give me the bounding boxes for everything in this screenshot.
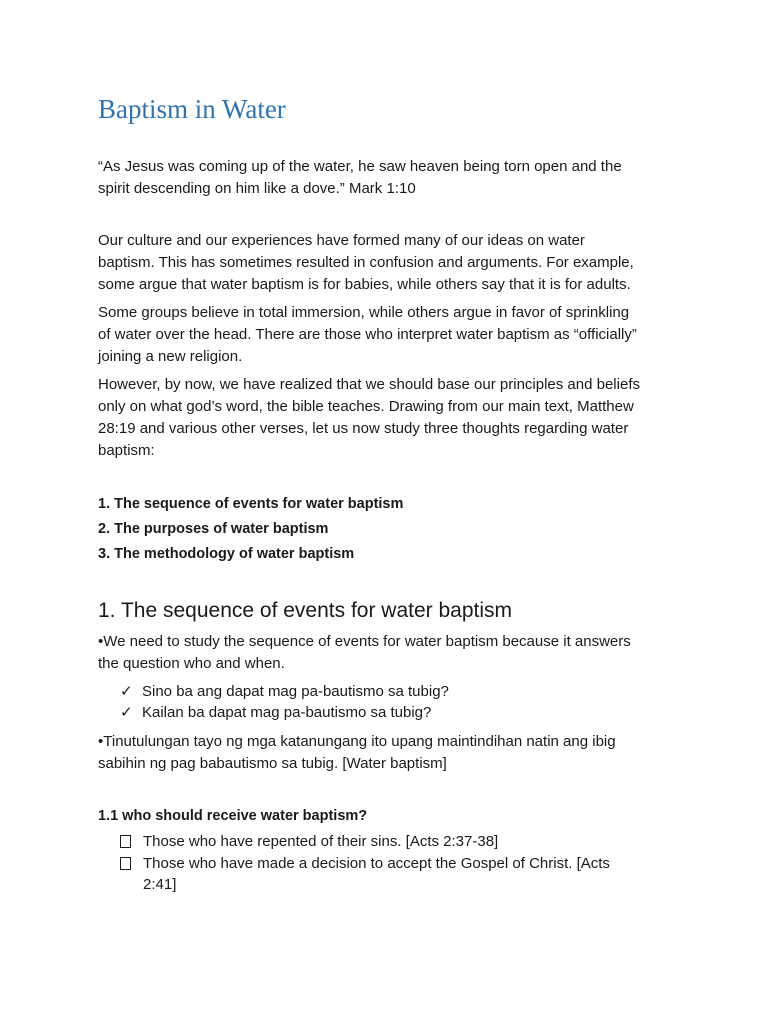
- paragraph-3: However, by now, we have realized that we should base our principles and beliefs only on what god’s word, the bible teaches. Drawing from our main text, Matthew 28:19 and various other verses, let us now study three thoughts regarding water baptism:: [98, 376, 640, 459]
- tagalog-paragraph: •Tinutulungan tayo ng mga katanungang ito upang maintindihan natin ang ibig sabihin ng pag babautismo sa tubig. [Water baptism]: [98, 733, 616, 772]
- paragraph-2: Some groups believe in total immersion, while others argue in favor of sprinkling of water over the head. There are those who interpret water baptism as “officially” joining a new religion.: [98, 304, 637, 365]
- checklist-item-text: Sino ba ang dapat mag pa-bautismo sa tubig?: [142, 683, 449, 700]
- list-item: [98, 831, 643, 852]
- question-checklist: [98, 681, 643, 723]
- checkmark-icon: ✓: [120, 683, 133, 700]
- checkmark-icon: ✓: [120, 704, 133, 721]
- list-item-text: Those who have repented of their sins. [Acts 2:37-38]: [143, 833, 499, 850]
- outline-item-3: 3. The methodology of water baptism: [98, 546, 355, 562]
- section-heading: 1. The sequence of events for water baptism: [98, 599, 513, 622]
- box-bullet-icon: [120, 835, 131, 848]
- outline-item-1: 1. The sequence of events for water baptism: [98, 496, 404, 512]
- document-page: [98, 92, 643, 903]
- list-item: [98, 853, 643, 895]
- outline-list: [98, 492, 643, 567]
- subsection-heading: 1.1 who should receive water baptism?: [98, 808, 368, 824]
- box-bullet-icon: [120, 857, 131, 870]
- outline-item-2: 2. The purposes of water baptism: [98, 521, 329, 537]
- section-intro: •We need to study the sequence of events for water baptism because it answers the question who and when.: [98, 633, 631, 672]
- list-item-text: Those who have made a decision to accept the Gospel of Christ. [Acts 2:41]: [143, 855, 610, 893]
- page-title: Baptism in Water: [98, 94, 286, 124]
- paragraph-1: Our culture and our experiences have formed many of our ideas on water baptism. This has sometimes resulted in confusion and arguments. For example, some argue that water baptism is for babies, while others say that it is for adults.: [98, 232, 634, 293]
- checklist-item-text: Kailan ba dapat mag pa-bautismo sa tubig?: [142, 704, 432, 721]
- scripture-quote: “As Jesus was coming up of the water, he saw heaven being torn open and the spirit descending on him like a dove.” Mark 1:10: [98, 158, 622, 197]
- checklist-item: [98, 702, 643, 723]
- subsection-list: [98, 831, 643, 895]
- checklist-item: [98, 681, 643, 702]
